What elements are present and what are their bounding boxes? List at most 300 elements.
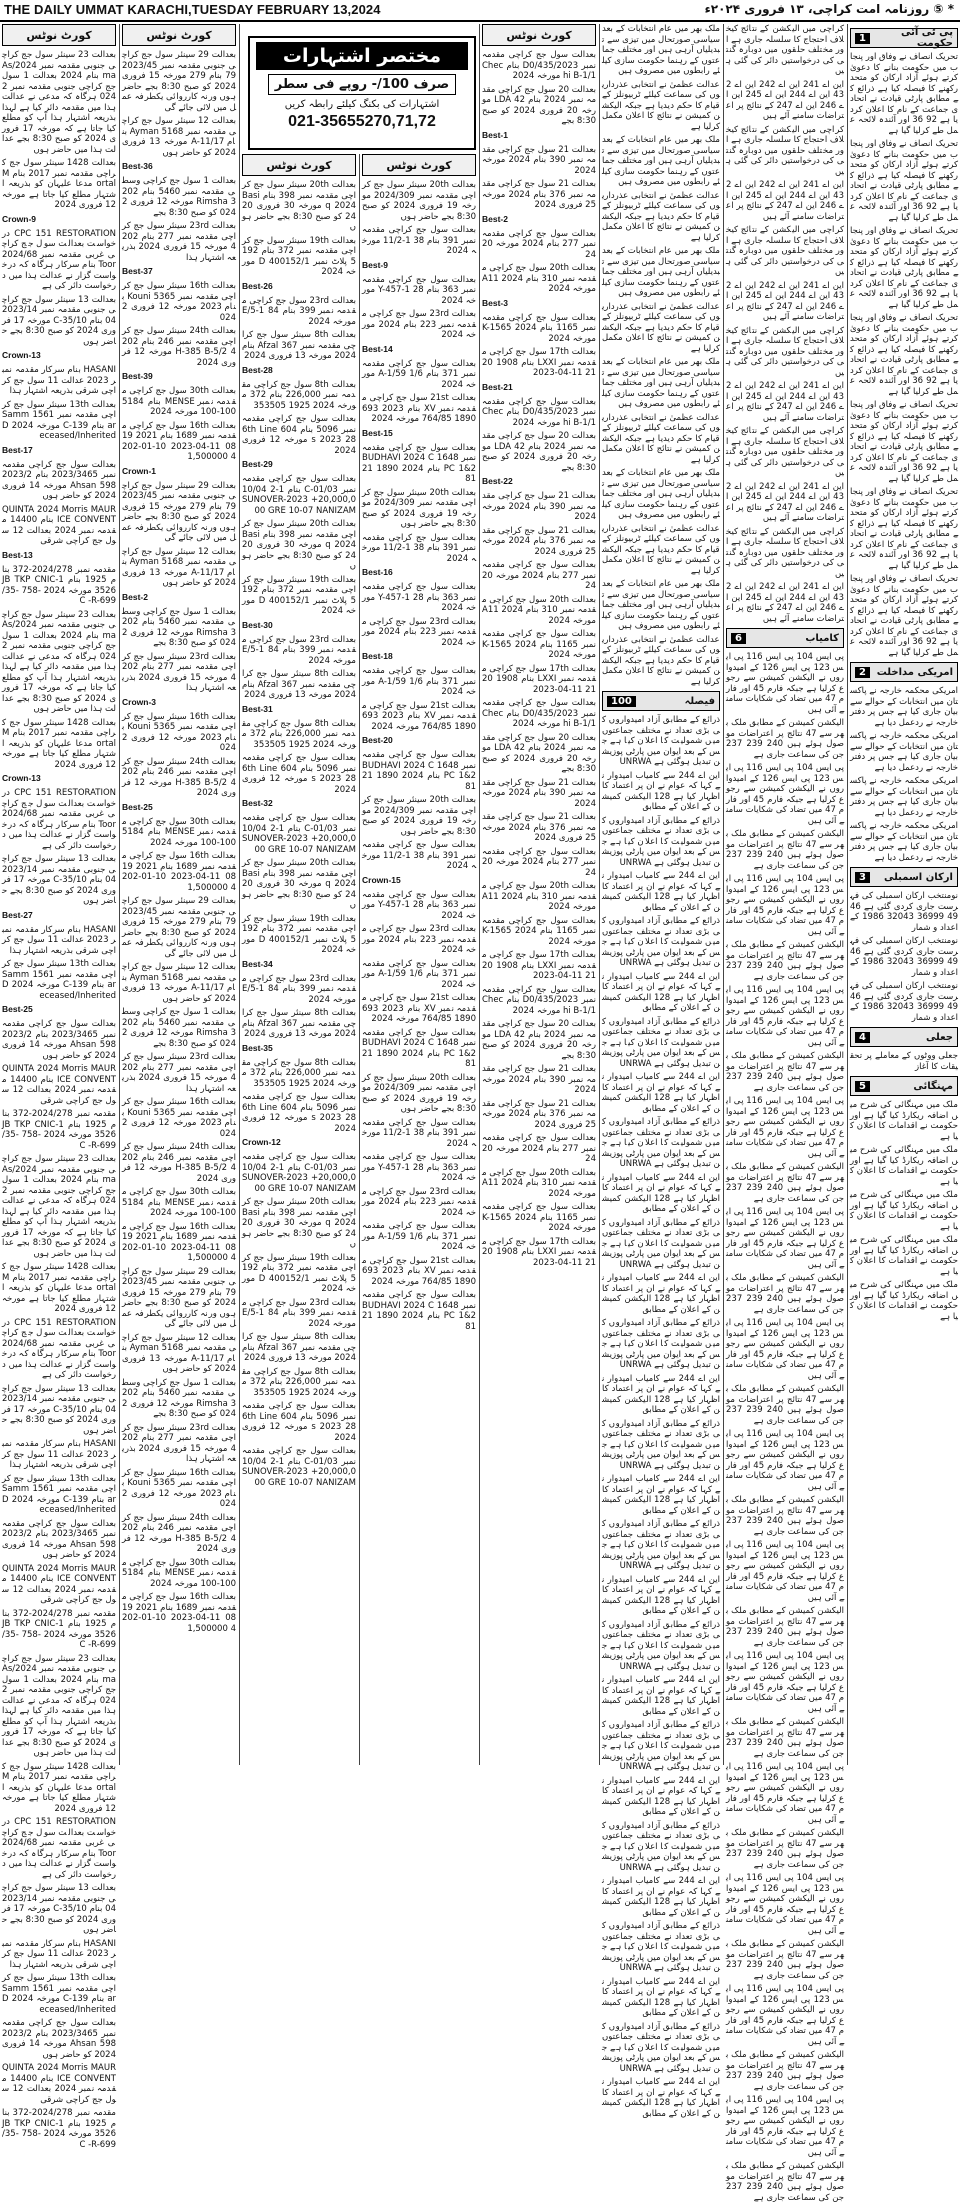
- notice-ref: Crown-1: [122, 465, 156, 476]
- court-notice-text: HASANI بنام سرکار مقدمہ نمبر 2023 عدالت 11 سول جج کراچی شرقی بذریعہ اشتہار ہذا: [2, 924, 116, 956]
- ad-title: مختصر اشتہارات: [256, 42, 468, 70]
- court-notice-text: بعدالت سول جج کراچی مقدمہ نمبر 391 بنام 38 1-11/2 مورخہ 2024: [362, 840, 476, 871]
- court-notice-text: بعدالت 29 سینئر سول جج کراچی جنوبی مقدمہ نمبر 2023/4579 بنام 279 مورخہ 15 فروری 2024 کو صبح 8:30 بجے حاضر ہوں ورنہ کارروائی یکطرفہ عمل میں لائی جائے گی: [122, 480, 237, 543]
- news-paragraph: الیکشن کمیشن کے مطابق ملک بھر سے 47 نتائج پر اعتراضات موصول ہوئے ہیں 240 239 237 جن کی سماعت جاری ہے: [726, 1384, 844, 1426]
- notice-ref: Best-35: [242, 1042, 273, 1053]
- court-notice-text: بعدالت 23rd سینئر سول جج کراچی مقدمہ نمبر 277 بنام 2024 مورخہ 15 فروری 2024 بذریعہ اشتہار ہذا: [122, 1052, 237, 1094]
- news-text: [726, 652, 844, 2203]
- section-title: فیصلہ: [684, 695, 715, 707]
- court-notice-text: بعدالت 24th سینئر سول جج کراچی مقدمہ نمبر 246 بنام 2024 H-385 B-5/2 مورخہ 12 فروری 2024: [122, 326, 237, 368]
- news-paragraph: پی ایس 104 پی ایس 116 پی ایس 123 پی ایس 126 کے امیدواروں نے الیکشن کمیشن سے رجوع کرلیا ہے جبکہ فارم 45 اور فارم 47 میں تضاد کی شکایات سامنے آئی ہیں: [726, 1429, 845, 1492]
- court-notice-text: بعدالت سول جج کراچی مقدمہ نمبر 1165 بنام K-1565 2024 مورخہ 2024: [482, 629, 596, 660]
- news-paragraph: تحریک انصاف نے وفاق اور پنجاب میں حکومت بنانے کا دعویٰ کرتے ہوئے آزاد ارکان کو متحد رکھنے کا فیصلہ کیا ہے ذرائع کے مطابق پارٹی قیادت نے اتحادی جماعت کے نام کا اعلان کردیا ہے 92 36 اور آئندہ لائحہ عمل طے کرلیا گیا ہے: [850, 487, 959, 571]
- section-number: 100: [607, 696, 636, 707]
- news-paragraph: این اے 241 این اے 242 این اے 243 این اے 244 این اے 245 این اے 246 این اے 247 کے نتائج پر اعتراضات سامنے آئے ہیں: [726, 481, 844, 523]
- court-notice-text: بعدالت 8th سینئر سول جج کراچی مقدمہ نمبر 367 Afzal بنام 2024 مورخہ 13 فروری 2024: [242, 1332, 357, 1363]
- news-paragraph: این اے 244 سے کامیاب امیدوار نے کہا کہ عوام نے ان پر اعتماد کا اظہار کیا ہے 128 الیکشن کمیشن کے اعلان کے مطابق: [602, 1775, 721, 1817]
- court-notice-text: بعدالت 30th سول جج کراچی مقدمہ نمبر MENSE بنام 5184 100-100 مورخہ 2024: [122, 386, 236, 417]
- column-rule: [847, 24, 848, 1765]
- court-notice-text: QUINTA 2024 Morris MAURICE CONVENT بنام 14400 مقدمہ نمبر 2024 بعدالت 12 سول جج کراچی شرقی: [2, 2063, 117, 2105]
- court-notice-text: بعدالت 13 سینئر سول جج کراچی جنوبی مقدمہ نمبر 2023/1404 بنام C-35/10 مورخہ 17 فروری 2024 کو صبح 8:30 بجے حاضر ہوں: [2, 294, 116, 347]
- court-notice-text: بعدالت سول جج کراچی مقدمہ نمبر 371 بنام A-1/59 1/6 مورخہ 2024: [362, 958, 476, 990]
- court-notice-header: کورٹ نوٹس: [362, 154, 476, 176]
- court-notice-text: بعدالت 21st سول جج کراچی مقدمہ نمبر XV بنام 2023 693 1890 764/85 مورخہ 2024: [362, 993, 477, 1024]
- court-notice-text: بعدالت 16th سینئر سول جج کراچی مقدمہ نمبر 5365 Kouni بنام 2023 مورخہ 12 فروری 2024: [122, 1467, 237, 1509]
- news-paragraph: الیکشن کمیشن کے مطابق ملک بھر سے 47 نتائج پر اعتراضات موصول ہوئے ہیں 240 239 237 جن کی سماعت جاری ہے: [726, 829, 844, 871]
- masthead-title: THE DAILY UMMAT KARACHI,TUESDAY FEBRUARY 13,2024: [4, 2, 381, 17]
- notice-ref: Best-28: [242, 364, 273, 375]
- news-paragraph: الیکشن کمیشن کے مطابق ملک بھر سے 47 نتائج پر اعتراضات موصول ہوئے ہیں 240 239 237 جن کی سماعت جاری ہے: [726, 1717, 844, 1759]
- court-notice-text: بعدالت سول جج کراچی مقدمہ نمبر 2023/D0/435 بنام Chechi B-1/1 مورخہ 2024: [482, 50, 596, 81]
- notice-ref: Best-17: [2, 444, 33, 455]
- court-notice-text: بعدالت 21 سول جج کراچی مقدمہ نمبر 376 بنام 2024 مورخہ 25 فروری 2024: [482, 812, 596, 843]
- court-notice-text: بعدالت 23rd سول جج کراچی مقدمہ نمبر 399 بنام 84 1-E/5 مورخہ 2024: [242, 295, 357, 327]
- news-paragraph: این اے 244 سے کامیاب امیدوار نے کہا کہ عوام نے ان پر اعتماد کا اظہار کیا ہے 128 الیکشن کمیشن کے اعلان کے مطابق: [602, 2077, 721, 2119]
- court-notice-text: بعدالت سول جج کراچی مقدمہ نمبر 1648 BUDHAVI 2024 CPC 1&2 بنام 2024 1890 2181: [362, 1290, 476, 1332]
- court-notice-text: بعدالت سول جج کراچی مقدمہ نمبر 277 بنام 2024 مورخہ 2024: [482, 560, 596, 591]
- notice-ref: Crown-3: [122, 696, 156, 707]
- news-paragraph: ذرائع کے مطابق آزاد امیدواروں کی بڑی تعداد نے مختلف جماعتوں میں شمولیت کا اعلان کیا ہے جس کے بعد ایوان میں پارٹی پوزیشن تبدیل ہوگئی ہے UNRWA: [602, 916, 720, 968]
- court-notice-text: بعدالت 13 سینئر سول جج کراچی جنوبی مقدمہ نمبر 2023/1404 بنام C-35/10 مورخہ 17 فروری 2024 کو صبح 8:30 بجے حاضر ہوں: [2, 1883, 116, 1935]
- section-number: 3: [855, 872, 870, 883]
- notice-ref: Best-16: [362, 567, 393, 577]
- court-notice-text: بعدالت سول جج کراچی مقدمہ نمبر 5096 بنام 604 6th Lines 2023 28 مورخہ 12 فروری 2024: [242, 414, 357, 456]
- notice-ref: Best-29: [242, 459, 273, 469]
- news-paragraph: عدالت عظمیٰ نے انتخابی عذرداریوں کی سماعت کیلئے ٹربیونلز کے قیام کا حکم دیدیا ہے جبکہ الیکشن کمیشن نے نتائج کا اعلان مکمل کرلیا ہے: [602, 190, 720, 243]
- court-notice-text: بعدالت 13 سینئر سول جج کراچی جنوبی مقدمہ نمبر 2023/1404 بنام C-35/10 مورخہ 17 فروری 2024 کو صبح 8:30 بجے حاضر ہوں: [2, 854, 116, 906]
- news-paragraph: این اے 244 سے کامیاب امیدوار نے کہا کہ عوام نے ان پر اعتماد کا اظہار کیا ہے 128 الیکشن کمیشن کے اعلان کے مطابق: [602, 871, 721, 913]
- news-paragraph: تحریک انصاف نے وفاق اور پنجاب میں حکومت بنانے کا دعویٰ کرتے ہوئے آزاد ارکان کو متحد رکھنے کا فیصلہ کیا ہے ذرائع کے مطابق پارٹی قیادت نے اتحادی جماعت کے نام کا اعلان کردیا ہے 92 36 اور آئندہ لائحہ عمل طے کرلیا گیا ہے: [850, 574, 959, 658]
- news-paragraph: تحریک انصاف نے وفاق اور پنجاب میں حکومت بنانے کا دعویٰ کرتے ہوئے آزاد ارکان کو متحد رکھنے کا فیصلہ کیا ہے ذرائع کے مطابق پارٹی قیادت نے اتحادی جماعت کے نام کا اعلان کردیا ہے 92 36 اور آئندہ لائحہ عمل طے کرلیا گیا ہے: [850, 313, 959, 397]
- court-notice-text: بعدالت 20 سول جج کراچی مقدمہ نمبر 2024 بنام 42 LDA مورخہ 20 فروری 2024 کو صبح 8:30 بجے: [482, 84, 597, 126]
- court-notice-text: بعدالت 30th سول جج کراچی مقدمہ نمبر MENSE بنام 5184 100-100 مورخہ 2024: [122, 1187, 236, 1218]
- news-paragraph: ذرائع کے مطابق آزاد امیدواروں کی بڑی تعداد نے مختلف جماعتوں میں شمولیت کا اعلان کیا ہے جس کے بعد ایوان میں پارٹی پوزیشن تبدیل ہوگئی ہے UNRWA: [602, 1418, 720, 1471]
- notice-ref: Crown-15: [362, 874, 401, 885]
- court-notice-text: بعدالت 17th سول جج کراچی مقدمہ نمبر LXXI بنام 1908 2021 11-04-2023: [482, 347, 596, 378]
- news-paragraph: الیکشن کمیشن کے مطابق ملک بھر سے 47 نتائج پر اعتراضات موصول ہوئے ہیں 240 239 237 جن کی سماعت جاری ہے: [726, 2050, 844, 2092]
- section-number: 5: [855, 1081, 870, 1092]
- masthead-urdu-date: * ⑤ روزنامہ امت کراچی، ۱۳ فروری ۲۰۲۴ء: [704, 2, 954, 16]
- court-notice-header: کورٹ نوٹس: [242, 154, 356, 176]
- court-notice-text: QUINTA 2024 Morris MAURICE CONVENT بنام 14400 مقدمہ نمبر 2024 بعدالت 12 سول جج کراچی شرقی: [2, 1563, 117, 1605]
- section-header: [850, 662, 958, 682]
- court-notice-text: بعدالت 21 سول جج کراچی مقدمہ نمبر 390 بنام 2024 مورخہ 2024: [482, 777, 596, 809]
- notice-list: [2, 50, 116, 2150]
- notice-ref: Best-3: [482, 297, 508, 308]
- court-notice-text: بعدالت 21 سول جج کراچی مقدمہ نمبر 390 بنام 2024 مورخہ 2024: [482, 144, 596, 176]
- news-paragraph: تحریک انصاف نے وفاق اور پنجاب میں حکومت بنانے کا دعویٰ کرتے ہوئے آزاد ارکان کو متحد رکھنے کا فیصلہ کیا ہے ذرائع کے مطابق پارٹی قیادت نے اتحادی جماعت کے نام کا اعلان کردیا ہے 92 36 اور آئندہ لائحہ عمل طے کرلیا گیا ہے: [850, 226, 959, 310]
- court-notice-text: بعدالت 8th سول جج کراچی مقدمہ نمبر 226,000 بنام 372 مورخہ 2024 1925 353505: [242, 1057, 357, 1089]
- news-paragraph: عدالت عظمیٰ نے انتخابی عذرداریوں کی سماعت کیلئے ٹربیونلز کے قیام کا حکم دیدیا ہے جبکہ الیکشن کمیشن نے نتائج کا اعلان مکمل کرلیا ہے: [602, 523, 720, 576]
- court-notice-text: مقدمہ نمبر 2024/278-372 بنام 1925 بنام 1-JB TKP CNIC 3526 مورخہ 2024 -758 -35/C -R-699: [2, 1109, 117, 1151]
- news-paragraph: ذرائع کے مطابق آزاد امیدواروں کی بڑی تعداد نے مختلف جماعتوں میں شمولیت کا اعلان کیا ہے جس کے بعد ایوان میں پارٹی پوزیشن تبدیل ہوگئی ہے UNRWA: [602, 1720, 720, 1772]
- news-paragraph: ذرائع کے مطابق آزاد امیدواروں کی بڑی تعداد نے مختلف جماعتوں میں شمولیت کا اعلان کیا ہے جس کے بعد ایوان میں پارٹی پوزیشن تبدیل ہوگئی ہے UNRWA: [602, 1217, 720, 1270]
- column-8: [850, 24, 958, 1765]
- news-paragraph: امریکی محکمہ خارجہ نے پاکستان میں انتخابات کے حوالے سے بیان جاری کیا ہے جس پر دفتر خارجہ نے ردعمل دیا ہے: [850, 776, 958, 818]
- news-paragraph: ملک میں مہنگائی کی شرح میں اضافہ ریکارڈ کیا گیا ہے اور حکومت نے اقدامات کا اعلان کیا ہے: [850, 1280, 958, 1322]
- news-paragraph: الیکشن کمیشن کے مطابق ملک بھر سے 47 نتائج پر اعتراضات موصول ہوئے ہیں 240 239 237 جن کی سماعت جاری ہے: [726, 718, 844, 760]
- news-paragraph: الیکشن کمیشن کے مطابق ملک بھر سے 47 نتائج پر اعتراضات موصول ہوئے ہیں 240 239 237 جن کی سماعت جاری ہے: [726, 1273, 844, 1315]
- court-notice-text: بعدالت 19th سینئر سول جج کراچی مقدمہ نمبر 372 بنام 1925 پلاٹ نمبر 1/D 400152 مورخہ 2024: [242, 1252, 356, 1294]
- court-notice-text: بعدالت 17th سول جج کراچی مقدمہ نمبر LXXI بنام 1908 2021 11-04-2023: [482, 663, 596, 695]
- news-paragraph: این اے 244 سے کامیاب امیدوار نے کہا کہ عوام نے ان پر اعتماد کا اظہار کیا ہے 128 الیکشن کمیشن کے اعلان کے مطابق: [602, 1273, 721, 1315]
- news-paragraph: نومنتخب ارکان اسمبلی کی فہرست جاری کردی گئی ہے 46 49 36999 32043 1986 کے اعداد و شمار: [850, 936, 959, 978]
- news-text: [726, 24, 844, 624]
- court-notice-text: بعدالت 16th سینئر سول جج کراچی مقدمہ نمبر 5365 Kouni بنام 2023 مورخہ 12 فروری 2024: [122, 1097, 237, 1139]
- section-header: [850, 1027, 958, 1047]
- court-notice-text: بعدالت 24th سینئر سول جج کراچی مقدمہ نمبر 246 بنام 2024 H-385 B-5/2 مورخہ 12 فروری 2024: [122, 1142, 237, 1184]
- court-notice-text: بعدالت 23 سینئر سول جج کراچی جنوبی مقدمہ نمبر 2024/Asma بنام 2024 بعدالت 1 سول جج کراچی جنوبی مقدمہ نمبر 2024 ہرگاہ کہ مدعی نے عدالت ہذا میں مقدمہ دائر کیا ہے لہذا بذریعہ اشتہار ہذا آپ کو مطلع کیا جاتا ہے کہ مورخہ 17 فروری 2024 کو صبح 8:30 بجے عدالت ہذا میں حاضر ہوں: [2, 50, 116, 155]
- court-notice-text: بعدالت 16th سول جج کراچی مقدمہ نمبر 1689 بنام 2021 1908 11-04-2023 10-01-2024 1,500000: [122, 420, 237, 462]
- news-paragraph: الیکشن کمیشن کے مطابق ملک بھر سے 47 نتائج پر اعتراضات موصول ہوئے ہیں 240 239 237 جن کی سماعت جاری ہے: [726, 1051, 844, 1093]
- court-notice-text: CPC 151 RESTORATION درخواست بعدالت سول جج کراچی غربی مقدمہ نمبر 2024/68 Toor بنام سرکار ہرگاہ کہ درخواست گزار نے عدالت ہذا میں درخواست دائر کی ہے: [2, 788, 116, 851]
- news-paragraph: این اے 244 سے کامیاب امیدوار نے کہا کہ عوام نے ان پر اعتماد کا اظہار کیا ہے 128 الیکشن کمیشن کے اعلان کے مطابق: [602, 971, 721, 1013]
- notice-ref: Best-39: [122, 371, 153, 381]
- news-paragraph: این اے 244 سے کامیاب امیدوار نے کہا کہ عوام نے ان پر اعتماد کا اظہار کیا ہے 128 الیکشن کمیشن کے اعلان کے مطابق: [602, 1373, 721, 1415]
- court-notice-header: کورٹ نوٹس: [482, 24, 596, 46]
- notice-ref: Best-9: [362, 259, 388, 270]
- column-rule: [479, 24, 480, 1765]
- court-notice-text: QUINTA 2024 Morris MAURICE CONVENT بنام 14400 مقدمہ نمبر 2024 بعدالت 12 سول جج کراچی شرقی: [2, 504, 117, 546]
- court-notice-text: بعدالت سول جج کراچی مقدمہ نمبر 371 بنام A-1/59 1/6 مورخہ 2024: [362, 1221, 476, 1252]
- court-notice-text: بعدالت 13th سینئر سول جج کراچی مقدمہ نمبر 1561 Sammar بنام C-139 مورخہ 2024 Deceased/Inherited: [2, 399, 117, 441]
- court-notice-text: بعدالت 29 سینئر سول جج کراچی جنوبی مقدمہ نمبر 2023/4579 بنام 279 مورخہ 15 فروری 2024 کو صبح 8:30 بجے حاضر ہوں ورنہ کارروائی یکطرفہ عمل میں لائی جائے گی: [122, 1266, 237, 1329]
- section-text: [850, 891, 958, 1023]
- news-paragraph: نومنتخب ارکان اسمبلی کی فہرست جاری کردی گئی ہے 46 49 36999 32043 1986 کے اعداد و شمار: [850, 891, 959, 933]
- column-6: [602, 24, 721, 2119]
- notice-list: [242, 180, 356, 1488]
- news-paragraph: تحریک انصاف نے وفاق اور پنجاب میں حکومت بنانے کا دعویٰ کرتے ہوئے آزاد ارکان کو متحد رکھنے کا فیصلہ کیا ہے ذرائع کے مطابق پارٹی قیادت نے اتحادی جماعت کے نام کا اعلان کردیا ہے 92 36 اور آئندہ لائحہ عمل طے کرلیا گیا ہے: [850, 139, 959, 223]
- news-paragraph: عدالت عظمیٰ نے انتخابی عذرداریوں کی سماعت کیلئے ٹربیونلز کے قیام کا حکم دیدیا ہے جبکہ الیکشن کمیشن نے نتائج کا اعلان مکمل کرلیا ہے: [602, 79, 720, 132]
- court-notice-text: بعدالت 30th سول جج کراچی مقدمہ نمبر MENSE بنام 5184 100-100 مورخہ 2024: [122, 1557, 236, 1589]
- news-paragraph: الیکشن کمیشن کے مطابق ملک بھر سے 47 نتائج پر اعتراضات موصول ہوئے ہیں 240 239 237 جن کی سماعت جاری ہے: [726, 1828, 844, 1870]
- notice-ref: Best-1: [482, 129, 508, 140]
- court-notice-text: بعدالت 20 سول جج کراچی مقدمہ نمبر 2024 بنام 42 LDA مورخہ 20 فروری 2024 کو صبح 8:30 بجے: [482, 732, 597, 774]
- ad-phone: 021-35655270,71,72: [288, 113, 436, 130]
- court-notice-text: بعدالت 12 سینئر سول جج کراچی مقدمہ نمبر 5168 Ayman بنام A-11/17 مورخہ 13 فروری 2024 کو حاضر ہوں: [122, 1332, 237, 1374]
- court-notice-text: بعدالت 23rd سینئر سول جج کراچی مقدمہ نمبر 277 بنام 2024 مورخہ 15 فروری 2024 بذریعہ اشتہار ہذا: [122, 651, 237, 693]
- section-header: [726, 628, 844, 648]
- court-notice-text: بعدالت 19th سینئر سول جج کراچی مقدمہ نمبر 372 بنام 1925 پلاٹ نمبر 1/D 400152 مورخہ 2024: [242, 574, 356, 616]
- court-notice-text: بعدالت سول جج کراچی مقدمہ نمبر 363 بنام 28 1-Y-457 مورخہ 2024: [362, 582, 476, 613]
- court-notice-text: بعدالت 8th سینئر سول جج کراچی مقدمہ نمبر 367 Afzal بنام 2024 مورخہ 13 فروری 2024: [242, 1008, 357, 1039]
- column-rule: [359, 154, 360, 1765]
- court-notice-text: بعدالت سول جج کراچی مقدمہ نمبر 2023/3465 بنام 2023/2598 Ahsan مورخہ 14 فروری 2024 کو حاضر ہوں: [2, 1019, 117, 1061]
- section-header: [850, 1076, 958, 1096]
- court-notice-text: بعدالت 24th سینئر سول جج کراچی مقدمہ نمبر 246 بنام 2024 H-385 B-5/2 مورخہ 12 فروری 2024: [122, 1512, 237, 1554]
- court-notice-text: بعدالت 13th سینئر سول جج کراچی مقدمہ نمبر 1561 Sammar بنام C-139 مورخہ 2024 Deceased/Inherited: [2, 959, 117, 1001]
- notice-ref: Best-20: [362, 735, 393, 745]
- news-paragraph: امریکی محکمہ خارجہ نے پاکستان میں انتخابات کے حوالے سے بیان جاری کیا ہے جس پر دفتر خارجہ نے ردعمل دیا ہے: [850, 821, 958, 863]
- court-notice-text: بعدالت 23 سینئر سول جج کراچی جنوبی مقدمہ نمبر 2024/Asma بنام 2024 بعدالت 1 سول جج کراچی جنوبی مقدمہ نمبر 2024 ہرگاہ کہ مدعی نے عدالت ہذا میں مقدمہ دائر کیا ہے لہذا بذریعہ اشتہار ہذا آپ کو مطلع کیا جاتا ہے کہ مورخہ 17 فروری 2024 کو صبح 8:30 بجے عدالت ہذا میں حاضر ہوں: [2, 1154, 116, 1259]
- court-notice-text: مقدمہ نمبر 2024/278-372 بنام 1925 بنام 1-JB TKP CNIC 3526 مورخہ 2024 -758 -35/C -R-699: [2, 1608, 117, 1650]
- news-paragraph: نومنتخب ارکان اسمبلی کی فہرست جاری کردی گئی ہے 46 49 36999 32043 1986 کے اعداد و شمار: [850, 981, 959, 1023]
- news-paragraph: ذرائع کے مطابق آزاد امیدواروں کی بڑی تعداد نے مختلف جماعتوں میں شمولیت کا اعلان کیا ہے جس کے بعد ایوان میں پارٹی پوزیشن تبدیل ہوگئی ہے UNRWA: [602, 1519, 720, 1571]
- news-paragraph: ذرائع کے مطابق آزاد امیدواروں کی بڑی تعداد نے مختلف جماعتوں میں شمولیت کا اعلان کیا ہے جس کے بعد ایوان میں پارٹی پوزیشن تبدیل ہوگئی ہے UNRWA: [602, 1016, 720, 1069]
- court-notice-text: بعدالت 20 سول جج کراچی مقدمہ نمبر 2024 بنام 42 LDA مورخہ 20 فروری 2024 کو صبح 8:30 بجے: [482, 431, 597, 473]
- notice-ref: Best-14: [362, 343, 393, 354]
- news-paragraph: ملک بھر میں عام انتخابات کے بعد سیاسی صورتحال میں تیزی سے تبدیلیاں آرہی ہیں اور مختلف جماعتوں کے رہنما حکومت سازی کیلئے رابطوں میں مصروف ہیں: [602, 246, 720, 298]
- court-notice-text: بعدالت سول جج کراچی مقدمہ نمبر 1648 BUDHAVI 2024 CPC 1&2 بنام 2024 1890 2181: [362, 750, 476, 792]
- notice-ref: Best-30: [242, 619, 273, 630]
- news-paragraph: ملک بھر میں عام انتخابات کے بعد سیاسی صورتحال میں تیزی سے تبدیلیاں آرہی ہیں اور مختلف جماعتوں کے رہنما حکومت سازی کیلئے رابطوں میں مصروف ہیں: [602, 357, 720, 409]
- section-title: پی ٹی آئی حکومت: [900, 27, 953, 49]
- court-notice-text: بعدالت 8th سول جج کراچی مقدمہ نمبر 226,000 بنام 372 مورخہ 2024 1925 353505: [242, 1366, 357, 1398]
- court-notice-text: مقدمہ نمبر 2024/278-372 بنام 1925 بنام 1-JB TKP CNIC 3526 مورخہ 2024 -758 -35/C -R-699: [2, 2108, 117, 2150]
- court-notice-text: بعدالت 20th سینئر سول جج کراچی مقدمہ نمبر 398 بنام Basiq 2024 مورخہ 30 فروری 2024 کو صبح 8:30 بجے حاضر ہوں: [242, 1197, 357, 1249]
- court-notice-text: بعدالت سول جج کراچی مقدمہ نمبر C-01/03 بنام 1-2 10/04 SUNOVER-2023 +20,000,000 GRE 10-07 NANIZAM: [242, 474, 356, 516]
- notice-ref: Best-31: [242, 703, 273, 714]
- news-text: [602, 24, 720, 687]
- notice-list: [122, 50, 236, 1634]
- court-notice-text: CPC 151 RESTORATION درخواست بعدالت سول جج کراچی غربی مقدمہ نمبر 2024/68 Toor بنام سرکار ہرگاہ کہ درخواست گزار نے عدالت ہذا میں درخواست دائر کی ہے: [2, 1817, 116, 1880]
- court-notice-text: بعدالت 23rd سول جج کراچی مقدمہ نمبر 223 بنام 2024 مورخہ 2024: [362, 616, 476, 648]
- court-notice-text: QUINTA 2024 Morris MAURICE CONVENT بنام 14400 مقدمہ نمبر 2024 بعدالت 12 سول جج کراچی شرقی: [2, 1064, 117, 1106]
- court-notice-text: بعدالت 30th سول جج کراچی مقدمہ نمبر MENSE بنام 5184 100-100 مورخہ 2024: [122, 816, 236, 848]
- news-paragraph: الیکشن کمیشن کے مطابق ملک بھر سے 47 نتائج پر اعتراضات موصول ہوئے ہیں 240 239 237 جن کی سماعت جاری ہے: [726, 940, 844, 982]
- news-paragraph: این اے 241 این اے 242 این اے 243 این اے 244 این اے 245 این اے 246 این اے 247 کے نتائج پر اعتراضات سامنے آئے ہیں: [726, 582, 844, 624]
- court-notice-text: بعدالت 20 سول جج کراچی مقدمہ نمبر 2024 بنام 42 LDA مورخہ 20 فروری 2024 کو صبح 8:30 بجے: [482, 1019, 597, 1061]
- court-notice-text: بعدالت 23rd سول جج کراچی مقدمہ نمبر 223 بنام 2024 مورخہ 2024: [362, 924, 476, 955]
- news-paragraph: پی ایس 104 پی ایس 116 پی ایس 123 پی ایس 126 کے امیدواروں نے الیکشن کمیشن سے رجوع کرلیا ہے جبکہ فارم 45 اور فارم 47 میں تضاد کی شکایات سامنے آئی ہیں: [726, 1096, 845, 1159]
- court-notice-text: بعدالت 23rd سینئر سول جج کراچی مقدمہ نمبر 277 بنام 2024 مورخہ 15 فروری 2024 بذریعہ اشتہار ہذا: [122, 1422, 237, 1464]
- ad-note: اشتہارات کی بکنگ کیلئے رابطہ کریں: [284, 99, 440, 110]
- court-notice-text: بعدالت 8th سول جج کراچی مقدمہ نمبر 226,000 بنام 372 مورخہ 2024 1925 353505: [242, 379, 357, 411]
- column-rule: [239, 24, 240, 1765]
- court-notice-text: بعدالت سول جج کراچی مقدمہ نمبر 2023/3465 بنام 2023/2598 Ahsan مورخہ 14 فروری 2024 کو حاضر ہوں: [2, 2018, 117, 2060]
- court-notice-text: بعدالت 8th سینئر سول جج کراچی مقدمہ نمبر 367 Afzal بنام 2024 مورخہ 13 فروری 2024: [242, 669, 357, 700]
- news-paragraph: این اے 241 این اے 242 این اے 243 این اے 244 این اے 245 این اے 246 این اے 247 کے نتائج پر اعتراضات سامنے آئے ہیں: [726, 180, 844, 222]
- section-header: [850, 867, 958, 887]
- court-notice-text: بعدالت سول جج کراچی مقدمہ نمبر 5096 بنام 604 6th Lines 2023 28 مورخہ 12 فروری 2024: [242, 1401, 357, 1443]
- news-paragraph: الیکشن کمیشن کے مطابق ملک بھر سے 47 نتائج پر اعتراضات موصول ہوئے ہیں 240 239 237 جن کی سماعت جاری ہے: [726, 1495, 844, 1537]
- news-paragraph: پی ایس 104 پی ایس 116 پی ایس 123 پی ایس 126 کے امیدواروں نے الیکشن کمیشن سے رجوع کرلیا ہے جبکہ فارم 45 اور فارم 47 میں تضاد کی شکایات سامنے آئی ہیں: [726, 1207, 845, 1270]
- court-notice-text: بعدالت 21 سول جج کراچی مقدمہ نمبر 376 بنام 2024 مورخہ 25 فروری 2024: [482, 525, 596, 557]
- news-paragraph: پی ایس 104 پی ایس 116 پی ایس 123 پی ایس 126 کے امیدواروں نے الیکشن کمیشن سے رجوع کرلیا ہے جبکہ فارم 45 اور فارم 47 میں تضاد کی شکایات سامنے آئی ہیں: [726, 652, 845, 715]
- court-notice-text: بعدالت 20th سول جج کراچی مقدمہ نمبر 310 بنام A11 2024 مورخہ 2024: [482, 881, 597, 912]
- court-notice-text: بعدالت 20th سینئر سول جج کراچی مقدمہ نمبر 398 بنام Basiq 2024 مورخہ 30 فروری 2024 کو صبح 8:30 بجے حاضر ہوں: [242, 858, 357, 910]
- notice-ref: Best-25: [2, 1004, 33, 1014]
- court-notice-text: بعدالت سول جج کراچی مقدمہ نمبر 2023/D0/435 بنام Chechi B-1/1 مورخہ 2024: [482, 698, 596, 729]
- notice-ref: Crown-9: [2, 213, 36, 224]
- court-notice-text: بعدالت سول جج کراچی مقدمہ نمبر 277 بنام 2024 مورخہ 2024: [482, 1133, 596, 1164]
- section-header: [850, 28, 958, 48]
- news-paragraph: این اے 241 این اے 242 این اے 243 این اے 244 این اے 245 این اے 246 این اے 247 کے نتائج پر اعتراضات سامنے آئے ہیں: [726, 79, 844, 121]
- news-paragraph: ذرائع کے مطابق آزاد امیدواروں کی بڑی تعداد نے مختلف جماعتوں میں شمولیت کا اعلان کیا ہے جس کے بعد ایوان میں پارٹی پوزیشن تبدیل ہوگئی ہے UNRWA: [602, 1619, 720, 1672]
- news-paragraph: این اے 241 این اے 242 این اے 243 این اے 244 این اے 245 این اے 246 این اے 247 کے نتائج پر اعتراضات سامنے آئے ہیں: [726, 381, 844, 423]
- news-paragraph: این اے 244 سے کامیاب امیدوار نے کہا کہ عوام نے ان پر اعتماد کا اظہار کیا ہے 128 الیکشن کمیشن کے اعلان کے مطابق: [602, 1876, 721, 1918]
- news-paragraph: تحریک انصاف نے وفاق اور پنجاب میں حکومت بنانے کا دعویٰ کرتے ہوئے آزاد ارکان کو متحد رکھنے کا فیصلہ کیا ہے ذرائع کے مطابق پارٹی قیادت نے اتحادی جماعت کے نام کا اعلان کردیا ہے 92 36 اور آئندہ لائحہ عمل طے کرلیا گیا ہے: [850, 52, 959, 136]
- court-notice-text: بعدالت 21 سول جج کراچی مقدمہ نمبر 390 بنام 2024 مورخہ 2024: [482, 1064, 596, 1095]
- section-text: [850, 1051, 958, 1072]
- news-paragraph: پی ایس 104 پی ایس 116 پی ایس 123 پی ایس 126 کے امیدواروں نے الیکشن کمیشن سے رجوع کرلیا ہے جبکہ فارم 45 اور فارم 47 میں تضاد کی شکایات سامنے آئی ہیں: [726, 1762, 845, 1825]
- court-notice-text: بعدالت 29 سینئر سول جج کراچی جنوبی مقدمہ نمبر 2023/4579 بنام 279 مورخہ 15 فروری 2024 کو صبح 8:30 بجے حاضر ہوں ورنہ کارروائی یکطرفہ عمل میں لائی جائے گی: [122, 896, 237, 959]
- news-paragraph: ذرائع کے مطابق آزاد امیدواروں کی بڑی تعداد نے مختلف جماعتوں میں شمولیت کا اعلان کیا ہے جس کے بعد ایوان میں پارٹی پوزیشن تبدیل ہوگئی ہے UNRWA: [602, 1921, 720, 1973]
- notice-ref: Best-2: [122, 591, 148, 602]
- notice-ref: Best-34: [242, 958, 273, 969]
- court-notice-text: بعدالت 13th سینئر سول جج کراچی مقدمہ نمبر 1561 Sammar بنام C-139 مورخہ 2024 Deceased/Inherited: [2, 1473, 117, 1515]
- court-notice-text: بعدالت 1428 سینئر سول جج کراچی مقدمہ نمبر 2017 بنام Mortal مدعا علیہان کو بذریعہ اشتہار مطلع کیا جاتا ہے مورخہ 12 فروری 2024: [2, 1761, 116, 1814]
- court-notice-text: HASANI بنام سرکار مقدمہ نمبر 2023 عدالت 11 سول جج کراچی شرقی بذریعہ اشتہار ہذا: [2, 365, 116, 396]
- section-text: [850, 1100, 958, 1322]
- court-notice-text: بعدالت 1 سول جج کراچی وسطی مقدمہ نمبر 5460 بنام 2023 Rimsha مورخہ 12 فروری 2024 کو صبح 8:30 بجے: [122, 606, 237, 648]
- court-notice-text: بعدالت سول جج کراچی مقدمہ نمبر 371 بنام A-1/59 1/6 مورخہ 2024: [362, 666, 476, 697]
- news-paragraph: پی ایس 104 پی ایس 116 پی ایس 123 پی ایس 126 کے امیدواروں نے الیکشن کمیشن سے رجوع کرلیا ہے جبکہ فارم 45 اور فارم 47 میں تضاد کی شکایات سامنے آئی ہیں: [726, 1540, 845, 1603]
- court-notice-text: CPC 151 RESTORATION درخواست بعدالت سول جج کراچی غربی مقدمہ نمبر 2024/68 Toor بنام سرکار ہرگاہ کہ درخواست گزار نے عدالت ہذا میں درخواست دائر کی ہے: [2, 1317, 116, 1380]
- notice-ref: Best-32: [242, 798, 273, 808]
- news-paragraph: پی ایس 104 پی ایس 116 پی ایس 123 پی ایس 126 کے امیدواروں نے الیکشن کمیشن سے رجوع کرلیا ہے جبکہ فارم 45 اور فارم 47 میں تضاد کی شکایات سامنے آئی ہیں: [726, 1318, 845, 1381]
- news-paragraph: پی ایس 104 پی ایس 116 پی ایس 123 پی ایس 126 کے امیدواروں نے الیکشن کمیشن سے رجوع کرلیا ہے جبکہ فارم 45 اور فارم 47 میں تضاد کی شکایات سامنے آئی ہیں: [726, 985, 845, 1048]
- column-3: [242, 154, 356, 1765]
- court-notice-text: بعدالت 19th سینئر سول جج کراچی مقدمہ نمبر 372 بنام 1925 پلاٹ نمبر 1/D 400152 مورخہ 2024: [242, 913, 356, 955]
- notice-ref: Best-21: [482, 381, 513, 392]
- news-paragraph: ملک بھر میں عام انتخابات کے بعد سیاسی صورتحال میں تیزی سے تبدیلیاں آرہی ہیں اور مختلف جماعتوں کے رہنما حکومت سازی کیلئے رابطوں میں مصروف ہیں: [602, 24, 720, 76]
- court-notice-text: CPC 151 RESTORATION درخواست بعدالت سول جج کراچی غربی مقدمہ نمبر 2024/68 Toor بنام سرکار ہرگاہ کہ درخواست گزار نے عدالت ہذا میں درخواست دائر کی ہے: [2, 228, 116, 291]
- section-number: 2: [855, 667, 870, 678]
- column-rule: [599, 24, 600, 1765]
- court-notice-text: بعدالت 1428 سینئر سول جج کراچی مقدمہ نمبر 2017 بنام Mortal مدعا علیہان کو بذریعہ اشتہار مطلع کیا جاتا ہے مورخہ 12 فروری 2024: [2, 717, 116, 770]
- notice-ref: Best-15: [362, 427, 393, 438]
- court-notice-text: بعدالت 21 سول جج کراچی مقدمہ نمبر 376 بنام 2024 مورخہ 25 فروری 2024: [482, 1098, 596, 1130]
- column-rule: [119, 24, 120, 1765]
- court-notice-text: بعدالت 21 سول جج کراچی مقدمہ نمبر 390 بنام 2024 مورخہ 2024: [482, 491, 596, 522]
- news-paragraph: ذرائع کے مطابق آزاد امیدواروں کی بڑی تعداد نے مختلف جماعتوں میں شمولیت کا اعلان کیا ہے جس کے بعد ایوان میں پارٹی پوزیشن تبدیل ہوگئی ہے UNRWA: [602, 1318, 720, 1370]
- notice-ref: Best-36: [122, 161, 153, 171]
- court-notice-text: بعدالت 21 سول جج کراچی مقدمہ نمبر 376 بنام 2024 مورخہ 25 فروری 2024: [482, 179, 596, 210]
- court-notice-text: مقدمہ نمبر 2024/278-372 بنام 1925 بنام 1-JB TKP CNIC 3526 مورخہ 2024 -758 -35/C -R-699: [2, 564, 117, 606]
- court-notice-text: بعدالت سول جج کراچی مقدمہ نمبر 371 بنام A-1/59 1/6 مورخہ 2024: [362, 358, 476, 390]
- court-notice-text: بعدالت سول جج کراچی مقدمہ نمبر 391 بنام 38 1-11/2 مورخہ 2024: [362, 532, 476, 564]
- court-notice-text: بعدالت سول جج کراچی مقدمہ نمبر 2023/3465 بنام 2023/2598 Ahsan مورخہ 14 فروری 2024 کو حاضر ہوں: [2, 1518, 117, 1560]
- notice-ref: Best-37: [122, 266, 153, 276]
- section-title: جعلی: [925, 1031, 953, 1043]
- court-notice-text: بعدالت سول جج کراچی مقدمہ نمبر 277 بنام 2024 مورخہ 2024: [482, 846, 596, 878]
- court-notice-text: بعدالت 23rd سول جج کراچی مقدمہ نمبر 223 بنام 2024 مورخہ 2024: [362, 1186, 476, 1218]
- news-paragraph: الیکشن کمیشن کے مطابق ملک بھر سے 47 نتائج پر اعتراضات موصول ہوئے ہیں 240 239 237 جن کی سماعت جاری ہے: [726, 1939, 844, 1981]
- court-notice-text: بعدالت سول جج کراچی مقدمہ نمبر 1165 بنام K-1565 2024 مورخہ 2024: [482, 312, 596, 344]
- section-title: کامیاب: [805, 632, 839, 644]
- court-notice-text: بعدالت 20th سینئر سول جج کراچی مقدمہ نمبر 2024/309 مورخہ 19 فروری 2024 کو صبح 8:30 بجے حاضر ہوں: [362, 487, 476, 529]
- court-notice-text: بعدالت 23 سینئر سول جج کراچی جنوبی مقدمہ نمبر 2024/Asma بنام 2024 بعدالت 1 سول جج کراچی جنوبی مقدمہ نمبر 2024 ہرگاہ کہ مدعی نے عدالت ہذا میں مقدمہ دائر کیا ہے لہذا بذریعہ اشتہار ہذا آپ کو مطلع کیا جاتا ہے کہ مورخہ 17 فروری 2024 کو صبح 8:30 بجے عدالت ہذا میں حاضر ہوں: [2, 1653, 116, 1758]
- court-notice-text: بعدالت 20th سینئر سول جج کراچی مقدمہ نمبر 2024/309 مورخہ 19 فروری 2024 کو صبح 8:30 بجے حاضر ہوں: [362, 1072, 476, 1114]
- court-notice-text: بعدالت 20th سینئر سول جج کراچی مقدمہ نمبر 2024/309 مورخہ 19 فروری 2024 کو صبح 8:30 بجے حاضر ہوں: [362, 795, 476, 837]
- court-notice-text: بعدالت 13th سینئر سول جج کراچی مقدمہ نمبر 1561 Sammar بنام C-139 مورخہ 2024 Deceased/Inherited: [2, 1973, 117, 2015]
- section-number: 6: [731, 633, 746, 644]
- court-notice-text: بعدالت 17th سول جج کراچی مقدمہ نمبر LXXI بنام 1908 2021 11-04-2023: [482, 950, 596, 981]
- news-paragraph: پی ایس 104 پی ایس 116 پی ایس 123 پی ایس 126 کے امیدواروں نے الیکشن کمیشن سے رجوع کرلیا ہے جبکہ فارم 45 اور فارم 47 میں تضاد کی شکایات سامنے آئی ہیں: [726, 763, 845, 826]
- court-notice-text: بعدالت 23rd سول جج کراچی مقدمہ نمبر 399 بنام 84 1-E/5 مورخہ 2024: [242, 1297, 357, 1329]
- court-notice-text: HASANI بنام سرکار مقدمہ نمبر 2023 عدالت 11 سول جج کراچی شرقی بذریعہ اشتہار ہذا: [2, 1439, 116, 1470]
- news-paragraph: این اے 244 سے کامیاب امیدوار نے کہا کہ عوام نے ان پر اعتماد کا اظہار کیا ہے 128 الیکشن کمیشن کے اعلان کے مطابق: [602, 1976, 721, 2018]
- notice-ref: Best-26: [242, 280, 273, 291]
- court-notice-text: بعدالت 16th سینئر سول جج کراچی مقدمہ نمبر 5365 Kouni بنام 2023 مورخہ 12 فروری 2024: [122, 281, 237, 323]
- news-paragraph: این اے 244 سے کامیاب امیدوار نے کہا کہ عوام نے ان پر اعتماد کا اظہار کیا ہے 128 الیکشن کمیشن کے اعلان کے مطابق: [602, 770, 721, 812]
- news-paragraph: عدالت عظمیٰ نے انتخابی عذرداریوں کی سماعت کیلئے ٹربیونلز کے قیام کا حکم دیدیا ہے جبکہ الیکشن کمیشن نے نتائج کا اعلان مکمل کرلیا ہے: [602, 634, 720, 687]
- news-paragraph: کراچی میں الیکشن کے نتائج کیخلاف احتجاج کا سلسلہ جاری ہے اور مختلف حلقوں میں دوبارہ گنتی کی درخواستیں دائر کی گئی ہیں: [726, 24, 844, 76]
- news-paragraph: ملک بھر میں عام انتخابات کے بعد سیاسی صورتحال میں تیزی سے تبدیلیاں آرہی ہیں اور مختلف جماعتوں کے رہنما حکومت سازی کیلئے رابطوں میں مصروف ہیں: [602, 579, 720, 631]
- news-paragraph: این اے 241 این اے 242 این اے 243 این اے 244 این اے 245 این اے 246 این اے 247 کے نتائج پر اعتراضات سامنے آئے ہیں: [726, 280, 844, 322]
- notice-ref: Best-2: [482, 213, 508, 224]
- court-notice-text: بعدالت 1 سول جج کراچی وسطی مقدمہ نمبر 5460 بنام 2023 Rimsha مورخہ 12 فروری 2024 کو صبح 8:30 بجے: [122, 1377, 237, 1419]
- court-notice-text: HASANI بنام سرکار مقدمہ نمبر 2023 عدالت 11 سول جج کراچی شرقی بذریعہ اشتہار ہذا: [2, 1938, 116, 1970]
- court-notice-text: بعدالت 20th سول جج کراچی مقدمہ نمبر 310 بنام A11 2024 مورخہ 2024: [482, 594, 597, 626]
- masthead: [0, 0, 960, 22]
- court-notice-text: بعدالت 24th سینئر سول جج کراچی مقدمہ نمبر 246 بنام 2024 H-385 B-5/2 مورخہ 12 فروری 2024: [122, 756, 237, 798]
- court-notice-text: بعدالت 20th سول جج کراچی مقدمہ نمبر 310 بنام A11 2024 مورخہ 2024: [482, 1167, 597, 1199]
- news-paragraph: پی ایس 104 پی ایس 116 پی ایس 123 پی ایس 126 کے امیدواروں نے الیکشن کمیشن سے رجوع کرلیا ہے جبکہ فارم 45 اور فارم 47 میں تضاد کی شکایات سامنے آئی ہیں: [726, 1651, 845, 1714]
- news-paragraph: ذرائع کے مطابق آزاد امیدواروں کی بڑی تعداد نے مختلف جماعتوں میں شمولیت کا اعلان کیا ہے جس کے بعد ایوان میں پارٹی پوزیشن تبدیل ہوگئی ہے UNRWA: [602, 1117, 720, 1169]
- news-paragraph: این اے 244 سے کامیاب امیدوار نے کہا کہ عوام نے ان پر اعتماد کا اظہار کیا ہے 128 الیکشن کمیشن کے اعلان کے مطابق: [602, 1072, 721, 1114]
- court-notice-text: بعدالت 8th سول جج کراچی مقدمہ نمبر 226,000 بنام 372 مورخہ 2024 1925 353505: [242, 718, 357, 750]
- court-notice-text: بعدالت 17th سول جج کراچی مقدمہ نمبر LXXI بنام 1908 2021 11-04-2023: [482, 1236, 596, 1268]
- notice-list: [362, 180, 476, 1332]
- court-notice-text: بعدالت 23rd سول جج کراچی مقدمہ نمبر 399 بنام 84 1-E/5 مورخہ 2024: [242, 973, 357, 1005]
- court-notice-text: بعدالت سول جج کراچی مقدمہ نمبر 391 بنام 38 1-11/2 مورخہ 2024: [362, 1117, 476, 1149]
- court-notice-text: بعدالت 12 سینئر سول جج کراچی مقدمہ نمبر 5168 Ayman بنام A-11/17 مورخہ 13 فروری 2024 کو حاضر ہوں: [122, 116, 237, 158]
- court-notice-text: بعدالت 20th سول جج کراچی مقدمہ نمبر 310 بنام A11 2024 مورخہ 2024: [482, 263, 597, 294]
- news-paragraph: این اے 244 سے کامیاب امیدوار نے کہا کہ عوام نے ان پر اعتماد کا اظہار کیا ہے 128 الیکشن کمیشن کے اعلان کے مطابق: [602, 1675, 721, 1717]
- news-paragraph: پی ایس 104 پی ایس 116 پی ایس 123 پی ایس 126 کے امیدواروں نے الیکشن کمیشن سے رجوع کرلیا ہے جبکہ فارم 45 اور فارم 47 میں تضاد کی شکایات سامنے آئی ہیں: [726, 1984, 845, 2047]
- notice-ref: Best-25: [122, 801, 153, 812]
- news-paragraph: ذرائع کے مطابق آزاد امیدواروں کی بڑی تعداد نے مختلف جماعتوں میں شمولیت کا اعلان کیا ہے جس کے بعد ایوان میں پارٹی پوزیشن تبدیل ہوگئی ہے UNRWA: [602, 715, 720, 767]
- court-notice-text: بعدالت سول جج کراچی مقدمہ نمبر 5096 بنام 604 6th Lines 2023 28 مورخہ 12 فروری 2024: [242, 1092, 357, 1134]
- court-notice-text: بعدالت سول جج کراچی مقدمہ نمبر 2023/D0/435 بنام Chechi B-1/1 مورخہ 2024: [482, 396, 596, 428]
- court-notice-text: بعدالت 21st سول جج کراچی مقدمہ نمبر XV بنام 2023 693 1890 764/85 مورخہ 2024: [362, 393, 477, 424]
- court-notice-text: بعدالت 16th سول جج کراچی مقدمہ نمبر 1689 بنام 2021 1908 11-04-2023 10-01-2024 1,500000: [122, 1592, 237, 1634]
- court-notice-text: بعدالت 13 سینئر سول جج کراچی جنوبی مقدمہ نمبر 2023/1404 بنام C-35/10 مورخہ 17 فروری 2024 کو صبح 8:30 بجے حاضر ہوں: [2, 1383, 116, 1436]
- news-paragraph: ملک میں مہنگائی کی شرح میں اضافہ ریکارڈ کیا گیا ہے اور حکومت نے اقدامات کا اعلان کیا ہے: [850, 1190, 958, 1232]
- news-paragraph: این اے 244 سے کامیاب امیدوار نے کہا کہ عوام نے ان پر اعتماد کا اظہار کیا ہے 128 الیکشن کمیشن کے اعلان کے مطابق: [602, 1474, 721, 1516]
- court-notice-text: بعدالت 23rd سینئر سول جج کراچی مقدمہ نمبر 277 بنام 2024 مورخہ 15 فروری 2024 بذریعہ اشتہار ہذا: [122, 221, 237, 263]
- court-notice-text: بعدالت 1 سول جج کراچی وسطی مقدمہ نمبر 5460 بنام 2023 Rimsha مورخہ 12 فروری 2024 کو صبح 8:30 بجے: [122, 176, 237, 218]
- court-notice-text: بعدالت سول جج کراچی مقدمہ نمبر 2023/3465 بنام 2023/2598 Ahsan مورخہ 14 فروری 2024 کو حاضر ہوں: [2, 459, 117, 501]
- news-paragraph: کراچی میں الیکشن کے نتائج کیخلاف احتجاج کا سلسلہ جاری ہے اور مختلف حلقوں میں دوبارہ گنتی کی درخواستیں دائر کی گئی ہیں: [726, 426, 844, 478]
- court-notice-text: بعدالت 1428 سینئر سول جج کراچی مقدمہ نمبر 2017 بنام Mortal مدعا علیہان کو بذریعہ اشتہار مطلع کیا جاتا ہے مورخہ 12 فروری 2024: [2, 1262, 116, 1314]
- notice-ref: Best-22: [482, 476, 513, 486]
- ad-rate: صرف 100/- روپے فی سطر: [268, 74, 456, 95]
- court-notice-text: بعدالت 12 سینئر سول جج کراچی مقدمہ نمبر 5168 Ayman بنام A-11/17 مورخہ 13 فروری 2024 کو حاضر ہوں: [122, 962, 237, 1004]
- section-title: امریکی مداخلت: [876, 666, 953, 678]
- court-notice-text: بعدالت سول جج کراچی مقدمہ نمبر 5096 بنام 604 6th Lines 2023 28 مورخہ 12 فروری 2024: [242, 753, 357, 795]
- court-notice-text: بعدالت 20th سینئر سول جج کراچی مقدمہ نمبر 398 بنام Basiq 2024 مورخہ 30 فروری 2024 کو صبح 8:30 بجے حاضر ہوں: [242, 519, 357, 571]
- court-notice-text: بعدالت سول جج کراچی مقدمہ نمبر C-01/03 بنام 1-2 10/04 SUNOVER-2023 +20,000,000 GRE 10-07 NANIZAM: [242, 813, 356, 855]
- court-notice-text: بعدالت سول جج کراچی مقدمہ نمبر 1648 BUDHAVI 2024 CPC 1&2 بنام 2024 1890 2181: [362, 1027, 476, 1069]
- section-title: مہنگائی: [913, 1080, 953, 1092]
- news-paragraph: عدالت عظمیٰ نے انتخابی عذرداریوں کی سماعت کیلئے ٹربیونلز کے قیام کا حکم دیدیا ہے جبکہ الیکشن کمیشن نے نتائج کا اعلان مکمل کرلیا ہے: [602, 412, 720, 465]
- court-notice-text: بعدالت سول جج کراچی مقدمہ نمبر 363 بنام 28 1-Y-457 مورخہ 2024: [362, 274, 476, 306]
- court-notice-text: بعدالت 8th سینئر سول جج کراچی مقدمہ نمبر 367 Afzal بنام 2024 مورخہ 13 فروری 2024: [242, 330, 357, 361]
- section-header: [602, 691, 720, 711]
- news-paragraph: الیکشن کمیشن کے مطابق ملک بھر سے 47 نتائج پر اعتراضات موصول ہوئے ہیں 240 239 237 جن کی سماعت جاری ہے: [726, 2161, 844, 2203]
- news-paragraph: ملک بھر میں عام انتخابات کے بعد سیاسی صورتحال میں تیزی سے تبدیلیاں آرہی ہیں اور مختلف جماعتوں کے رہنما حکومت سازی کیلئے رابطوں میں مصروف ہیں: [602, 135, 720, 187]
- news-paragraph: عدالت عظمیٰ نے انتخابی عذرداریوں کی سماعت کیلئے ٹربیونلز کے قیام کا حکم دیدیا ہے جبکہ الیکشن کمیشن نے نتائج کا اعلان مکمل کرلیا ہے: [602, 301, 720, 354]
- column-5: [482, 24, 596, 1765]
- classified-ad-box: [248, 36, 476, 150]
- notice-ref: Best-18: [362, 651, 393, 661]
- court-notice-text: بعدالت 23rd سول جج کراچی مقدمہ نمبر 399 بنام 84 1-E/5 مورخہ 2024: [242, 634, 357, 666]
- news-paragraph: تحریک انصاف نے وفاق اور پنجاب میں حکومت بنانے کا دعویٰ کرتے ہوئے آزاد ارکان کو متحد رکھنے کا فیصلہ کیا ہے ذرائع کے مطابق پارٹی قیادت نے اتحادی جماعت کے نام کا اعلان کردیا ہے 92 36 اور آئندہ لائحہ عمل طے کرلیا گیا ہے: [850, 400, 959, 484]
- section-title: ارکان اسمبلی: [883, 871, 953, 883]
- notice-ref: Crown-12: [242, 1137, 281, 1147]
- news-paragraph: کراچی میں الیکشن کے نتائج کیخلاف احتجاج کا سلسلہ جاری ہے اور مختلف حلقوں میں دوبارہ گنتی کی درخواستیں دائر کی گئی ہیں: [726, 526, 844, 579]
- news-paragraph: ذرائع کے مطابق آزاد امیدواروں کی بڑی تعداد نے مختلف جماعتوں میں شمولیت کا اعلان کیا ہے جس کے بعد ایوان میں پارٹی پوزیشن تبدیل ہوگئی ہے UNRWA: [602, 815, 720, 868]
- court-notice-text: بعدالت 20th سینئر سول جج کراچی مقدمہ نمبر 398 بنام Basiq 2024 مورخہ 30 فروری 2024 کو صبح 8:30 بجے حاضر ہوں: [242, 180, 357, 232]
- court-notice-text: بعدالت سول جج کراچی مقدمہ نمبر 391 بنام 38 1-11/2 مورخہ 2024: [362, 225, 476, 256]
- court-notice-header: کورٹ نوٹس: [122, 24, 236, 46]
- notice-list: [482, 50, 596, 1268]
- section-number: 4: [855, 1032, 870, 1043]
- notice-ref: Best-13: [2, 549, 33, 560]
